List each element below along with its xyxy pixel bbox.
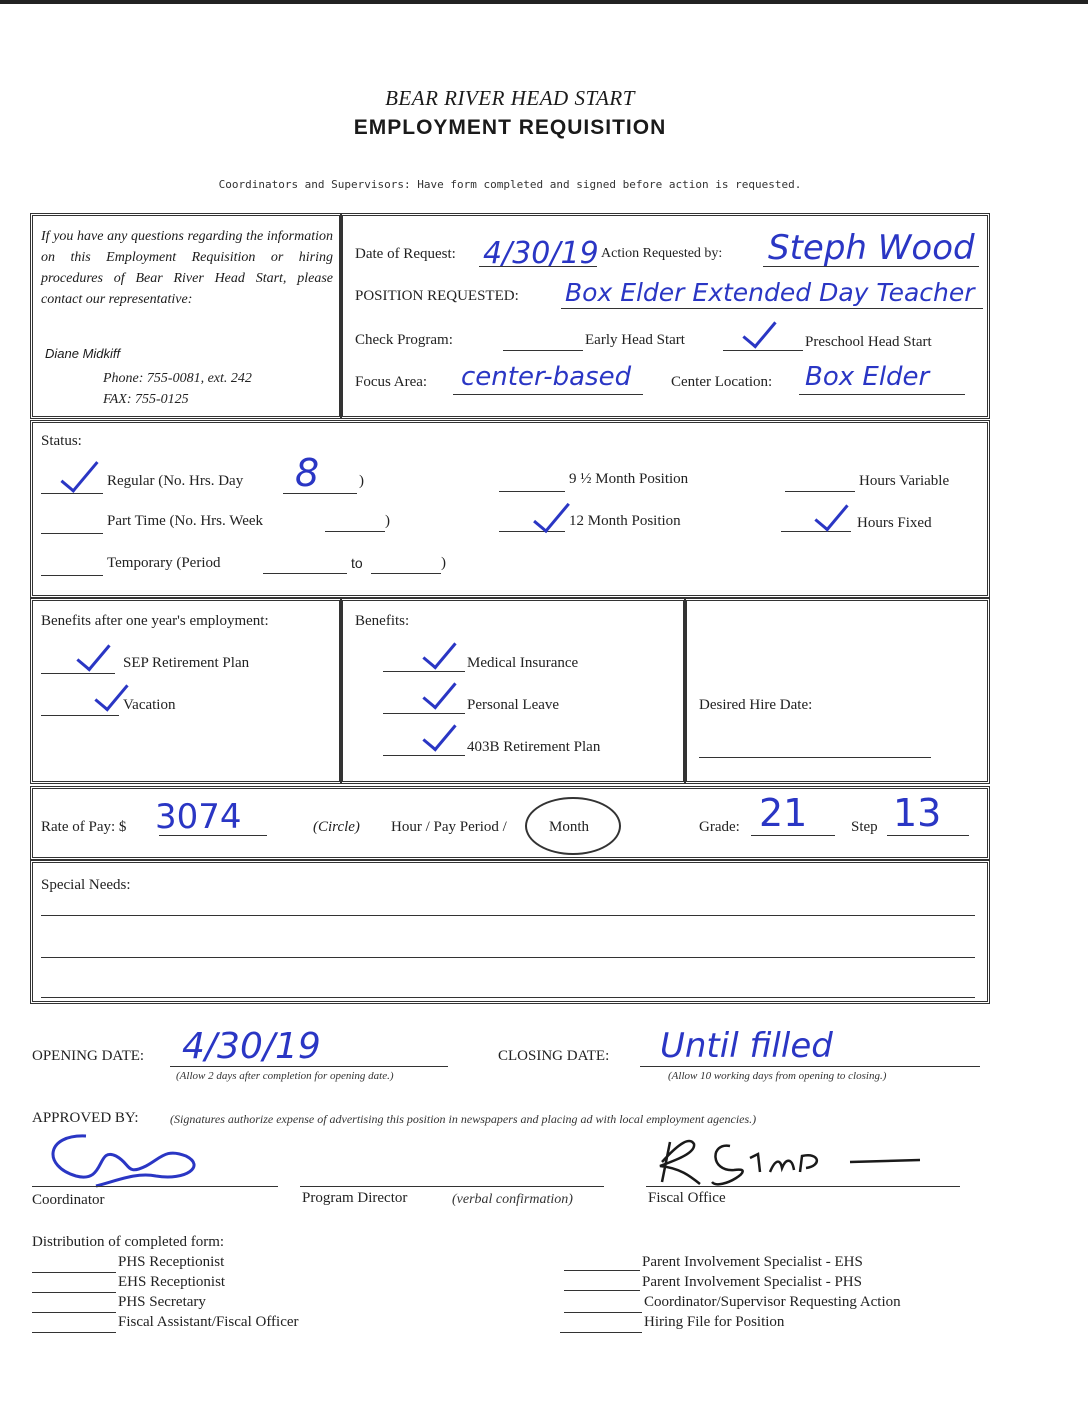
closing-date-label: CLOSING DATE: [498,1048,610,1064]
temporary-close-paren: ) [441,555,446,571]
action-requested-value: Steph Wood [768,228,975,268]
coordinator-signature-line[interactable] [32,1186,278,1187]
closing-date-value: Until filled [660,1026,833,1066]
distribution-right-check-1[interactable] [564,1270,640,1271]
distribution-left-item: PHS Receptionist [118,1254,225,1270]
status-box [30,420,990,598]
form-instructions: Coordinators and Supervisors: Have form completed and signed before action is requested. [218,178,802,191]
benefits-box [340,598,686,784]
program-director-label: Program Director [302,1190,408,1206]
circle-label: (Circle) [313,819,360,835]
scan-top-border [0,0,1088,4]
benefits-after-label: Benefits after one year's employment: [41,613,269,629]
closing-date-note: (Allow 10 working days from opening to closing.) [668,1070,887,1082]
hours-fixed-check-field[interactable] [781,531,851,532]
date-of-request-value: 4/30/19 [483,236,599,271]
hire-date-field[interactable] [699,757,931,758]
special-needs-box [30,860,990,1004]
contact-phone: Phone: 755-0081, ext. 242 [103,371,252,386]
distribution-left-check-1[interactable] [32,1272,116,1273]
special-needs-line-2[interactable] [41,957,975,958]
temporary-check-field[interactable] [41,575,103,576]
temporary-to-label: to [351,555,363,571]
opening-date-note: (Allow 2 days after completion for opening date.) [176,1070,394,1082]
closing-date-field[interactable] [640,1066,980,1067]
regular-close-paren: ) [359,473,364,489]
month-circle-mark [525,797,621,855]
early-head-start-label: Early Head Start [585,332,685,348]
ehs-check-field[interactable] [503,350,583,351]
retirement-label: 403B Retirement Plan [467,739,601,755]
action-requested-label: Action Requested by: [601,246,723,261]
contact-fax: FAX: 755-0125 [103,392,189,407]
step-field[interactable] [887,835,969,836]
contact-name: Diane Midkiff [45,346,121,361]
distribution-right-item: Parent Involvement Specialist - PHS [642,1274,862,1290]
regular-check-mark [60,452,98,493]
focus-area-label: Focus Area: [355,374,428,390]
hire-date-label: Desired Hire Date: [699,697,813,713]
temporary-label: Temporary (Period [107,555,221,571]
distribution-left-item: PHS Secretary [118,1294,206,1310]
distribution-left-check-3[interactable] [32,1312,116,1313]
hire-date-box [684,598,990,784]
nine-month-label: 9 ½ Month Position [569,471,689,487]
twelve-month-check-field[interactable] [499,531,565,532]
special-needs-line-3[interactable] [41,997,975,998]
distribution-right-check-3[interactable] [564,1312,642,1313]
distribution-left-item: Fiscal Assistant/Fiscal Officer [118,1314,299,1330]
nine-month-check-field[interactable] [499,491,565,492]
benefits-after-box [30,598,342,784]
distribution-label: Distribution of completed form: [32,1234,225,1250]
step-label: Step [851,819,878,835]
rate-of-pay-value: 3074 [155,797,242,837]
phs-check-mark [742,312,776,348]
position-requested-label: POSITION REQUESTED: [355,288,519,304]
request-box [340,213,990,419]
fiscal-office-signature [650,1132,930,1192]
hours-variable-label: Hours Variable [859,473,950,489]
temporary-to-field[interactable] [371,573,441,574]
grade-field[interactable] [751,835,835,836]
special-needs-label: Special Needs: [41,877,131,893]
hours-variable-check-field[interactable] [785,491,855,492]
special-needs-line-1[interactable] [41,915,975,916]
medical-label: Medical Insurance [467,655,579,671]
program-director-signature-line[interactable] [300,1186,604,1187]
grade-value: 21 [759,791,808,835]
sep-check-field[interactable] [41,673,115,674]
org-name: BEAR RIVER HEAD START [385,86,635,110]
contact-box [30,213,342,419]
personal-label: Personal Leave [467,697,560,713]
opening-date-value: 4/30/19 [182,1026,321,1067]
twelve-month-check-mark [533,494,570,533]
distribution-right-item: Coordinator/Supervisor Requesting Action [644,1294,901,1310]
form-title: EMPLOYMENT REQUISITION [353,116,667,139]
distribution-right-item: Parent Involvement Specialist - EHS [642,1254,863,1270]
contact-note: If you have any questions regarding the information on this Employment Requisition or hiring procedures of Bear River Head Start, please contact our representative: [41,229,333,307]
check-program-label: Check Program: [355,332,453,348]
coordinator-label: Coordinator [32,1192,105,1208]
medical-check-field[interactable] [383,671,465,672]
distribution-left-item: EHS Receptionist [118,1274,226,1290]
regular-check-field[interactable] [41,493,103,494]
retirement-check-mark [422,715,456,751]
part-time-check-field[interactable] [41,533,103,534]
sep-label: SEP Retirement Plan [123,655,250,671]
center-location-field[interactable] [799,394,965,395]
distribution-right-item: Hiring File for Position [644,1314,785,1330]
distribution-left-check-4[interactable] [32,1332,116,1333]
part-time-close-paren: ) [385,513,390,529]
distribution-right-check-4[interactable] [560,1332,642,1333]
grade-label: Grade: [699,819,740,835]
preschool-head-start-label: Preschool Head Start [805,334,932,350]
medical-check-mark [422,633,456,669]
hours-fixed-check-mark [814,495,848,531]
distribution-right-check-2[interactable] [564,1290,640,1291]
position-requested-value: Box Elder Extended Day Teacher [565,278,975,307]
personal-check-field[interactable] [383,713,465,714]
status-label: Status: [41,433,82,449]
personal-check-mark [422,673,456,709]
position-requested-field[interactable] [561,308,983,309]
benefits-label: Benefits: [355,613,410,629]
part-time-hours-field[interactable] [325,531,385,532]
distribution-left-check-2[interactable] [32,1292,116,1293]
program-director-note: (verbal confirmation) [452,1192,573,1207]
sep-check-mark [76,635,110,671]
temporary-from-field[interactable] [263,573,347,574]
vacation-label: Vacation [123,697,176,713]
date-of-request-label: Date of Request: [355,246,456,262]
rate-of-pay-label: Rate of Pay: $ [41,819,127,835]
part-time-label: Part Time (No. Hrs. Week [107,513,264,529]
focus-area-field[interactable] [453,394,643,395]
pay-box [30,786,990,860]
step-value: 13 [893,791,942,835]
focus-area-value: center-based [461,362,632,392]
fiscal-office-label: Fiscal Office [648,1190,726,1206]
phs-check-field[interactable] [723,350,803,351]
twelve-month-label: 12 Month Position [569,513,681,529]
hour-pay-period-label: Hour / Pay Period / [391,819,507,835]
approved-by-label: APPROVED BY: [32,1110,139,1126]
fiscal-office-signature-line[interactable] [646,1186,960,1187]
vacation-check-field[interactable] [41,715,119,716]
opening-date-label: OPENING DATE: [32,1048,145,1064]
center-location-value: Box Elder [805,362,930,392]
month-label: Month [549,819,590,835]
regular-hours-value: 8 [295,451,320,495]
approved-by-note: (Signatures authorize expense of advertising this position in newspapers and placing ad with local employment agencies.) [170,1112,757,1126]
regular-label: Regular (No. Hrs. Day [107,473,244,489]
retirement-check-field[interactable] [383,755,465,756]
center-location-label: Center Location: [671,374,773,390]
hours-fixed-label: Hours Fixed [857,515,932,531]
